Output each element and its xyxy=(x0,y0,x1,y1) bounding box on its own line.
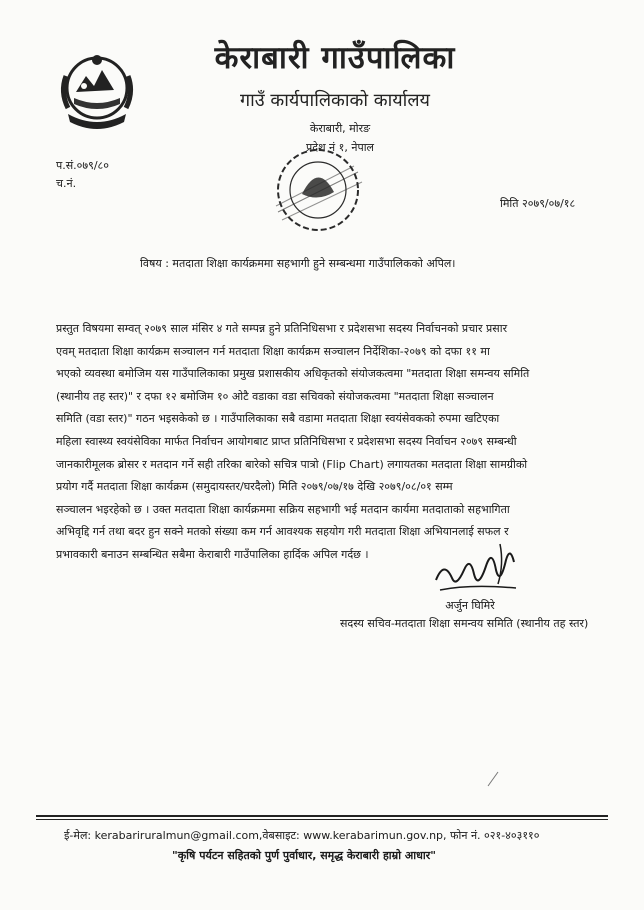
stray-mark xyxy=(486,770,500,788)
nepal-emblem-icon xyxy=(54,46,140,136)
signatory-name: अर्जुन घिमिरे xyxy=(445,599,495,612)
footer-rule-thin xyxy=(36,819,608,820)
handwritten-signature-icon xyxy=(430,540,522,604)
footer-motto: "कृषि पर्यटन सहितको पुर्ण पुर्वाधार, समृद्ध केराबारी हाम्रो आधार" xyxy=(172,849,436,862)
footer-contact: ई-मेल: kerabariruralmun@gmail.com,वेबसाइट: www.kerabarimun.gov.np, फोन नं. ०२१-४०३११० xyxy=(64,829,540,842)
reference-number: प.सं.०७९/८० xyxy=(56,159,109,172)
office-subtitle: गाउँ कार्यपालिकाको कार्यालय xyxy=(240,90,430,111)
organization-title: केराबारी गाउँपालिका xyxy=(214,40,456,76)
letter-date: मिति २०७९/०७/१८ xyxy=(500,197,576,210)
letter-body: प्रस्तुत विषयमा सम्वत् २०७९ साल मंसिर ४ गते सम्पन्न हुने प्रतिनिधिसभा र प्रदेशसभा सदस्य निर्वाचनको प्रचार प्रसार एवम् मतदाता शिक्षा कार्यक्रम सञ्चालन गर्न मतदाता शिक्षा कार्यक्रम सञ्चालन निर्देशिका-२०७९ को दफा ११ मा भएको व्यवस्था बमोजिम यस गाउँपालिकाका प्रमुख प्रशासकीय अधिकृतको संयोजकत्वमा "मतदाता शिक्षा समन्वय समिति (स्थानीय तह स्तर)" र दफा १२ बमोजिम १० ओटै वडाका वडा सचिवको संयोजकत्वमा "मतदाता शिक्षा सञ्चालन समिति (वडा स्तर)" गठन भइसकेको छ । गाउँपालिकाका सबै वडामा मतदाता शिक्षा स्वयंसेवकको रुपमा खटिएका महिला स्वास्थ्य स्वयंसेविका मार्फत निर्वाचन आयोगबाट प्राप्त प्रतिनिधिसभा र प्रदेशसभा सदस्य निर्वाचन २०७९ सम्बन्धी जानकारीमूलक ब्रोसर र मतदान गर्ने सही तरिका बारेको सचित्र पात्रो (Flip Chart) लगायतका मतदाता शिक्षा सामग्रीको प्रयोग गर्दै मतदाता शिक्षा कार्यक्रम (समुदायस्तर/घरदैलो) मिति २०७९/०७/१७ देखि २०७९/०८/०१ सम्म सञ्चालन भइरहेको छ । उक्त मतदाता शिक्षा कार्यक्रममा सक्रिय सहभागी भई मतदान कार्यमा मतदाताको सहभागिता अभिवृद्दि गर्न तथा बदर हुन सक्ने मतको संख्या कम गर्न आवश्यक सहयोग गरी मतदाता शिक्षा अभियानलाई सफल र प्रभावकारी बनाउन सम्बन्धित सबैमा केराबारी गाउँपालिका हार्दिक अपिल गर्दछ । xyxy=(56,322,530,561)
signatory-title: सदस्य सचिव-मतदाता शिक्षा समन्वय समिति (स्थानीय तह स्तर) xyxy=(340,617,589,630)
address-line-1: केराबारी, मोरङ xyxy=(309,122,371,135)
letter-subject: विषय : मतदाता शिक्षा कार्यक्रममा सहभागी हुने सम्बन्धमा गाउँपालिकको अपिल। xyxy=(140,257,456,270)
address-line-2: प्रदेश नं १, नेपाल xyxy=(305,141,375,154)
footer-rule-thick xyxy=(36,815,608,817)
office-stamp-icon xyxy=(258,142,378,238)
dispatch-number: च.नं. xyxy=(56,177,77,190)
